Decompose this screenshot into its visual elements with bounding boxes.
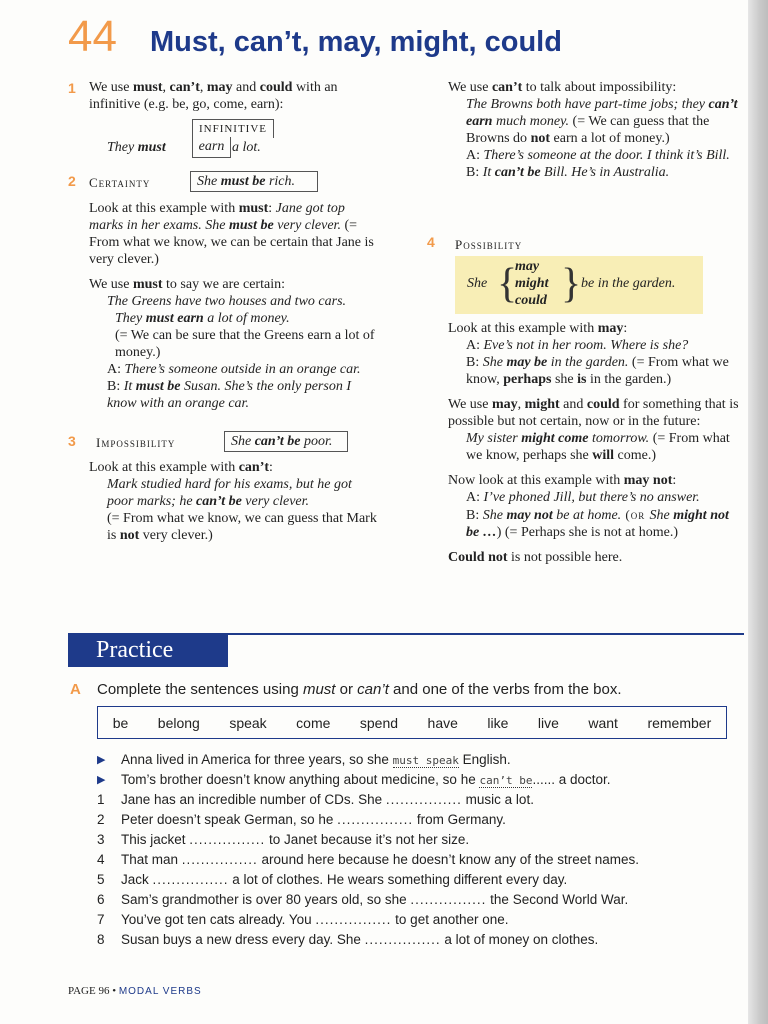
verb-item: live — [537, 714, 559, 731]
question-2: 2 Peter doesn’t speak German, so he ................ from Germany. — [97, 812, 506, 827]
example-sentence: ▶ Anna lived in America for three years, so she must speak English. — [97, 750, 747, 770]
triangle-bullet-icon: ▶ — [97, 754, 106, 766]
right-possibility-body: Look at this example with may: A: Eve’s not in her room. Where is she? B: She may be in the garden. (= From what we know, perhaps she is in the garden.) We use may, might and could for something that is possible but not certain, now or in the future: My sister might come tomorrow. (= From what we know, perhaps she will come.) Now look at this example with may not: A: I’ve phoned Jill, but there’s no answer. B: She may not be at home. (or She might not be …) (= Perhaps she is not at home.) Could not is not possible here. — [448, 321, 739, 565]
section-4-number: 4 — [427, 234, 435, 250]
example-sentence: ▶ Tom’s brother doesn’t know anything about medicine, so he can’t be...... a doctor. — [97, 770, 747, 790]
verb-box — [97, 706, 727, 739]
box-could: could — [515, 293, 547, 308]
example-answer: can’t be — [479, 774, 533, 787]
verb-item: be — [112, 714, 129, 731]
verb-item: spend — [359, 714, 399, 731]
question-7: 7 You’ve got ten cats already. You ................ to get another one. — [97, 912, 509, 927]
answer-blank[interactable]: ................ — [337, 812, 414, 827]
box-rest: be in the garden. — [581, 276, 676, 291]
question-3: 3 This jacket ................ to Janet because it’s not her size. — [97, 832, 470, 847]
page-edge — [748, 0, 768, 1024]
verb-item: remember — [647, 714, 712, 731]
exercise-a-instruction: Complete the sentences using must or can’t and one of the verbs from the box. — [97, 681, 622, 698]
unit-title: Must, can’t, may, might, could — [150, 26, 562, 58]
answer-blank[interactable]: ................ — [385, 792, 462, 807]
page-footer — [68, 985, 202, 997]
question-6: 6 Sam’s grandmother is over 80 years old, so she ................ the Second World War. — [97, 892, 629, 907]
section-1 — [89, 79, 381, 113]
verb-item: want — [588, 714, 618, 731]
answer-blank[interactable]: ................ — [315, 912, 392, 927]
infinitive-label: INFINITIVE — [192, 119, 274, 138]
question-5: 5 Jack ................ a lot of clothes. He wears something different every day. — [97, 872, 568, 887]
answer-blank[interactable]: ................ — [181, 852, 258, 867]
box-might: might — [515, 276, 549, 291]
section-2-heading: Certainty — [89, 175, 151, 190]
page-number: PAGE 96 • — [68, 985, 117, 997]
unit-number: 44 — [68, 12, 117, 61]
box-she: She — [467, 276, 488, 291]
section-2-number: 2 — [68, 173, 76, 189]
answer-blank[interactable]: ................ — [189, 832, 266, 847]
section-3-heading: Impossibility — [96, 435, 176, 450]
right-brace: } — [561, 261, 582, 307]
answer-blank[interactable]: ................ — [364, 932, 441, 947]
modal-options-box — [455, 256, 703, 314]
answer-blank[interactable]: ................ — [410, 892, 487, 907]
exercise-sentences — [97, 750, 747, 950]
section-3-body: Look at this example with can’t: Mark studied hard for his exams, but he got poor marks; he can’t be very clever. (= From what we know, we can guess that Mark is not very clever.) — [89, 460, 377, 543]
section-2-example-box: She must be rich. — [190, 171, 318, 192]
question-1: 1 Jane has an incredible number of CDs. She ................ music a lot. — [97, 792, 534, 807]
example-answer: must speak — [392, 754, 459, 767]
they-must-example: They must — [107, 140, 166, 155]
section-3-example-box: She can’t be poor. — [224, 431, 348, 452]
left-brace: { — [497, 261, 518, 307]
a-lot: a lot. — [232, 140, 261, 155]
verb-item: have — [427, 714, 458, 731]
practice-tab: Practice — [68, 633, 228, 667]
right-cant-section: We use can’t to talk about impossibility: The Browns both have part-time jobs; they can’t earn much money. (= We can guess that the Browns do not earn a lot of money.) A: There’s someone at the door. I think it’s Bill. B: It can’t be Bill. He’s in Australia. — [448, 80, 738, 180]
section-4-heading: Possibility — [455, 237, 523, 252]
section-1-text: We use must, can’t, may and could with an infinitive (e.g. be, go, come, earn): — [89, 80, 338, 112]
question-4: 4 That man ................ around here because he doesn’t know any of the street names. — [97, 852, 640, 867]
question-8: 8 Susan buys a new dress every day. She ................ a lot of money on clothes. — [97, 932, 599, 947]
triangle-bullet-icon: ▶ — [97, 774, 106, 786]
verb-item: speak — [229, 714, 267, 731]
verb-item: like — [487, 714, 509, 731]
section-1-number: 1 — [68, 80, 76, 96]
earn-box: earn — [192, 137, 231, 158]
section-name: MODAL VERBS — [118, 986, 202, 997]
answer-blank[interactable]: ................ — [152, 872, 229, 887]
exercise-a-letter: A — [70, 681, 81, 698]
section-2-body: Look at this example with must: Jane got top marks in her exams. She must be very clever. (= From what we know, we can be certain that Jane is very clever.) We use must to say we are certain: The Greens have two houses and two cars. They must earn a lot of money. (= We can be sure that the Greens earn a lot of money.) A: There’s someone outside in an orange car. B: It must be Susan. She’s the only person I know with an orange car. — [89, 201, 375, 411]
verb-item: belong — [157, 714, 200, 731]
section-3-number: 3 — [68, 433, 76, 449]
box-may: may — [515, 259, 540, 274]
verb-item: come — [296, 714, 331, 731]
